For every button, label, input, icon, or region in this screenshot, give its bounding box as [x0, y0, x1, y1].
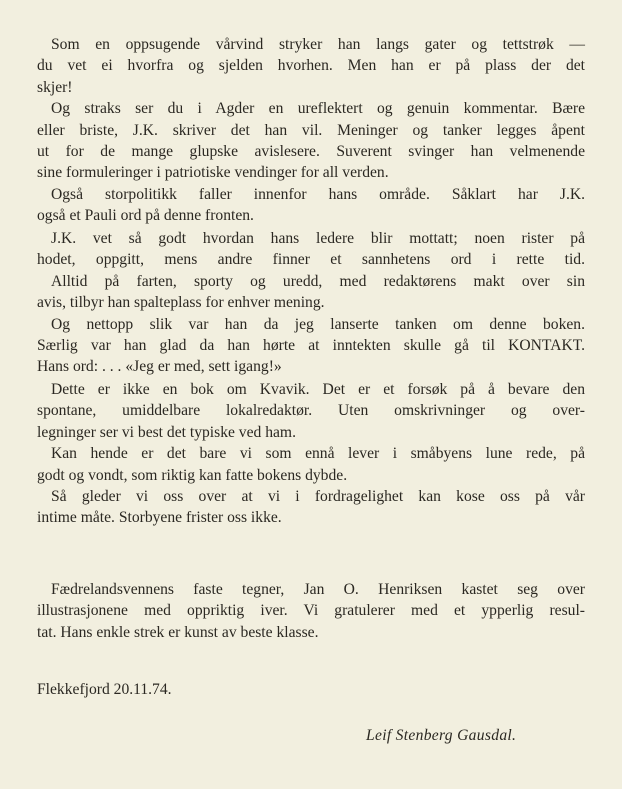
- text-line: Og nettopp slik var han da jeg lanserte tanken om denne boken.: [51, 315, 585, 333]
- text-line: Også storpolitikk faller innenfor hans område. Såklart har J.K.: [51, 185, 585, 203]
- text-line: skjer!: [37, 78, 73, 96]
- text-line: intime måte. Storbyene frister oss ikke.: [37, 509, 282, 527]
- paragraph-tegner: [37, 579, 585, 643]
- text-line: Som en oppsugende vårvind stryker han langs gater og tettstrøk —: [51, 36, 585, 53]
- text-line: tat. Hans enkle strek er kunst av beste klasse.: [37, 623, 319, 641]
- text-line: Så gleder vi oss over at vi i fordragelighet kan kose oss på vår: [51, 488, 585, 506]
- signature: Leif Stenberg Gausdal.: [366, 727, 517, 744]
- paragraph-vaarvind: [37, 34, 585, 227]
- text-line: også et Pauli ord på denne fronten.: [37, 207, 254, 225]
- text-line: sine formuleringer i patriotiske vendinger for all verden.: [37, 164, 389, 182]
- date-line: Flekkefjord 20.11.74.: [37, 681, 172, 698]
- text-line: J.K. vet så godt hvordan hans ledere blir mottatt; noen rister på: [51, 230, 585, 247]
- text-line: Kan hende er det bare vi som ennå lever i småbyens lune rede, på: [51, 445, 585, 463]
- text-line: Dette er ikke en bok om Kvavik. Det er et forsøk på å bevare den: [51, 381, 585, 398]
- text-line: Hans ord: . . . «Jeg er med, sett igang!»: [37, 358, 282, 376]
- paragraph-ledere: [37, 228, 585, 378]
- text-line: legninger ser vi best det typiske ved ham.: [37, 423, 296, 441]
- text-line: hodet, oppgitt, mens andre finner et sannhetens ord i rette tid.: [37, 251, 585, 269]
- text-line: Og straks ser du i Agder en ureflektert og genuin kommentar. Bære: [51, 100, 585, 118]
- text-line: godt og vondt, som riktig kan fatte bokens dybde.: [37, 466, 348, 484]
- text-line: Fædrelandsvennens faste tegner, Jan O. Henriksen kastet seg over: [51, 581, 585, 598]
- text-line: Alltid på farten, sporty og uredd, med redaktørens makt over sin: [51, 272, 585, 290]
- text-line: du vet ei hvorfra og sjelden hvorhen. Men han er på plass der det: [37, 57, 585, 75]
- paragraph-kvavik: [37, 379, 585, 529]
- text-line: spontane, umiddelbare lokalredaktør. Uten omskrivninger og over-: [37, 402, 585, 420]
- text-line: Særlig var han glad da han hørte at inntekten skulle gå til KONTAKT.: [37, 337, 585, 355]
- text-line: eller briste, J.K. skriver det han vil. Meninger og tanker legges åpent: [37, 121, 585, 139]
- text-line: ut for de mange glupske avislesere. Suverent svinger han velmenende: [37, 143, 585, 161]
- text-line: illustrasjonene med oppriktig iver. Vi gratulerer med et ypperlig resul-: [37, 602, 585, 620]
- text-line: avis, tilbyr han spalteplass for enhver mening.: [37, 294, 325, 312]
